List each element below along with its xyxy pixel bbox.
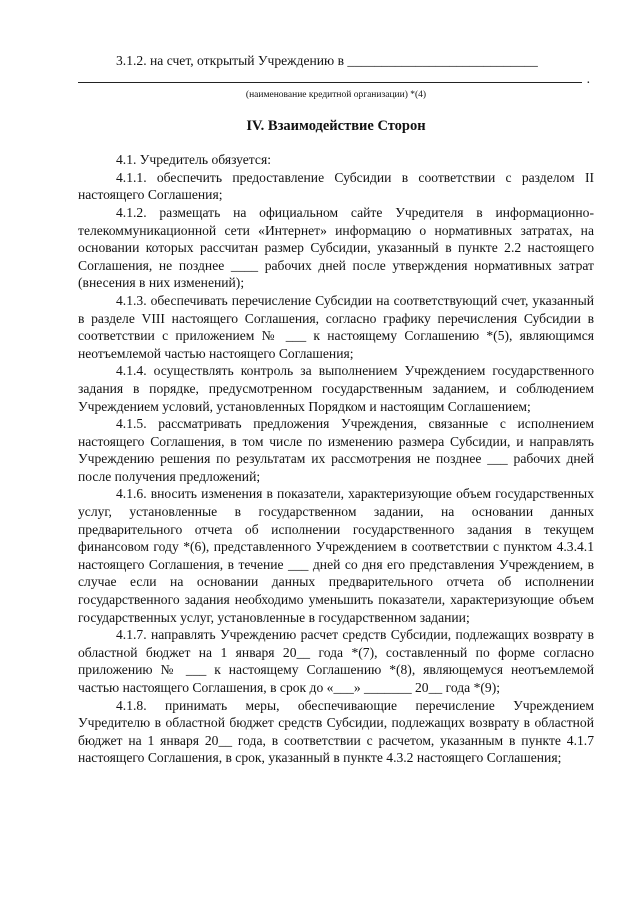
clause-3-1-2: 3.1.2. на счет, открытый Учреждению в ____________________________ <box>116 53 538 68</box>
paragraph-4-1-5: 4.1.5. рассматривать предложения Учреждения, связанные с исполнением настоящего Соглашения, в том числе по изменению размера Субсидии, и направлять Учреждению решения по результатам их рассмотрения не позднее ___ рабочих дней после получения предложений; <box>78 416 594 484</box>
paragraph-4-1-7: 4.1.7. направлять Учреждению расчет средств Субсидии, подлежащих возврату в областной бюджет на 1 января 20__ года *(7), составленный по форме согласно приложению № ___ к настоящему Соглашению *(8), являющемуся неотъемлемой частью настоящего Соглашения, в срок до «___» _______ 20__ года *(9); <box>78 627 594 695</box>
section-title: IV. Взаимодействие Сторон <box>246 118 426 135</box>
fill-in-line <box>78 82 582 83</box>
paragraph-4-1-8: 4.1.8. принимать меры, обеспечивающие перечисление Учреждением Учредителю в областной бюджет средств Субсидии, подлежащих возврату в областной бюджет на 1 января 20__ года, в соответствии с расчетом, указанным в пункте 4.1.7 настоящего Соглашения, в срок, указанный в пункте 4.3.2 настоящего Соглашения; <box>78 697 594 766</box>
paragraph-4-1-1: 4.1.1. обеспечить предоставление Субсидии в соответствии с разделом II настоящего Соглашения; <box>78 169 594 203</box>
paragraph-4-1-4: 4.1.4. осуществлять контроль за выполнением Учреждением государственного задания в порядке, предусмотренном государственным заданием, и соблюдением Учреждением условий, установленных Порядком и настоящим Соглашением; <box>78 363 594 414</box>
paragraph-4-1-3: 4.1.3. обеспечивать перечисление Субсидии на соответствующий счет, указанный в разделе VIII настоящего Соглашения, согласно графику перечисления Субсидии в соответствии с приложением № ___ к настоящему Соглашению *(5), являющимся неотъемлемой частью настоящего Соглашения; <box>78 292 594 361</box>
clause-3-1-2-continuation <box>78 70 594 88</box>
paragraph-4-1-6: 4.1.6. вносить изменения в показатели, характеризующие объем государственных услуг, установленные в государственном задании, на основании данных предварительного отчета об исполнении государственного задания в текущем финансовом году *(6), представленного Учреждением в соответствии с пунктом 4.3.4.1 настоящего Соглашения, в течение ___ дней со дня его представления Учреждением, в случае если на основании данных предварительного отчета об исполнении государственного задания необходимо уменьшить показатели, характеризующие объем государственных услуг, установленные в государственном задании; <box>78 486 594 625</box>
paragraph-4-1: 4.1. Учредитель обязуется: <box>116 152 271 168</box>
bank-name-caption: (наименование кредитной организации) *(4) <box>245 90 427 101</box>
line-end-period: . <box>586 70 590 86</box>
paragraph-4-1-2: 4.1.2. размещать на официальном сайте Учредителя в информационно-телекоммуникационной сети «Интернет» информацию о нормативных затратах, на основании которых рассчитан размер Субсидии, указанный в пункте 2.2 настоящего Соглашения, не позднее ____ рабочих дней после утверждения нормативных затрат (внесения в них изменений); <box>78 204 594 291</box>
